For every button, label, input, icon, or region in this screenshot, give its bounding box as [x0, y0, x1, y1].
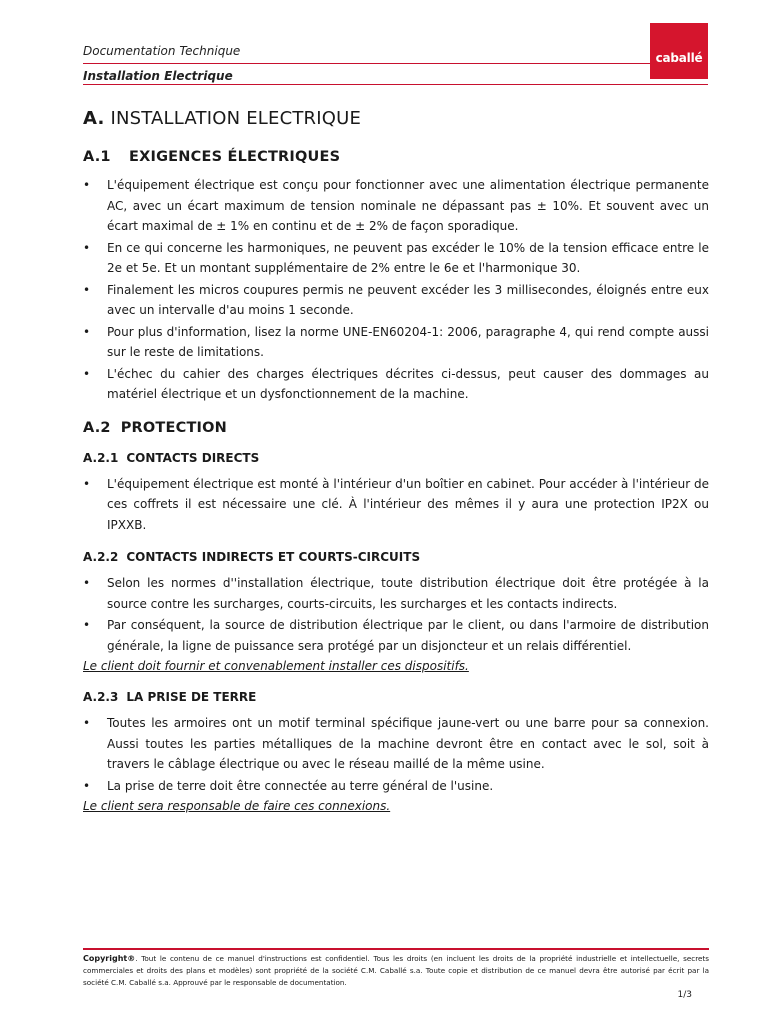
page-title-text: INSTALLATION ELECTRIQUE — [110, 108, 362, 129]
section-title: EXIGENCES ÉLECTRIQUES — [129, 149, 341, 165]
copyright-notice — [83, 953, 709, 989]
bullet-list — [83, 713, 709, 796]
bullet-icon: • — [83, 476, 91, 491]
bullet-icon: • — [83, 576, 91, 590]
page-footer — [83, 948, 709, 989]
bullet-list — [83, 474, 709, 536]
page-title — [83, 108, 709, 129]
bullet-icon: • — [83, 778, 91, 793]
bullet-list — [83, 175, 709, 405]
list-item — [83, 615, 709, 656]
copyright-text: . Tout le contenu de ce manuel d'instructions est confidentiel. Tous les droits (en incluent les droits de la propriété industrielle et intellectuelle, secrets commerciales et droits des plans et modèles) sont propriété de la société C.M. Caballé s.a. Toute copie et distribution de ce manuel devra être autorisé par écrit par la société C.M. Caballé s.a. Approuvé par le responsable de documentation. — [83, 954, 709, 987]
footer-divider — [83, 948, 709, 950]
list-item — [83, 474, 709, 536]
bullet-list — [83, 573, 709, 656]
section-number: A.2 — [83, 419, 111, 436]
list-item-text: En ce qui concerne les harmoniques, ne peuvent pas excéder le 10% de la tension efficace entre le 2e et 5e. Et un montant supplémentaire de 2% entre le 6e et l'harmonique 30. — [107, 240, 709, 275]
client-note: Le client sera responsable de faire ces connexions. — [83, 799, 391, 813]
list-item — [83, 776, 709, 797]
list-item-text: L'équipement électrique est monté à l'intérieur d'un boîtier en cabinet. Pour accéder à l'intérieur de ces coffrets il est nécessaire une clé. À l'intérieur des mêmes il y aura une protection IP2X ou IPXXB. — [107, 476, 709, 532]
subsection-number: A.2.1 — [83, 450, 119, 465]
brand-logo-text: caballé — [655, 51, 703, 65]
document-body — [83, 108, 709, 815]
bullet-icon: • — [83, 716, 91, 730]
list-item-text: La prise de terre doit être connectée au terre général de l'usine. — [107, 778, 494, 793]
bullet-icon: • — [83, 366, 91, 381]
subsection-title: CONTACTS INDIRECTS ET COURTS-CIRCUITS — [126, 550, 421, 564]
list-item-text: L'échec du cahier des charges électriques décrites ci-dessus, peut causer des dommages au matériel électrique et un dysfonctionnement de la machine. — [107, 366, 709, 401]
page-header — [83, 44, 708, 85]
section-number: A.1 — [83, 149, 111, 165]
list-item — [83, 175, 709, 237]
bullet-icon: • — [83, 618, 91, 632]
subsection-heading — [83, 451, 709, 465]
subsection-title: LA PRISE DE TERRE — [126, 690, 257, 704]
page-number: 1/3 — [677, 990, 692, 1000]
list-item-text: Pour plus d'information, lisez la norme UNE-EN60204-1: 2006, paragraphe 4, qui rend compte aussi sur le reste de limitations. — [107, 324, 709, 359]
list-item-text: Selon les normes d''installation électrique, toute distribution électrique doit être protégée à la source contre les surcharges, courts-circuits, les surcharges et les contacts indirects. — [107, 576, 709, 611]
section-title: PROTECTION — [120, 419, 228, 436]
subsection-number: A.2.2 — [83, 550, 119, 564]
header-doc-title: Installation Electrique — [83, 69, 233, 83]
brand-logo — [650, 23, 708, 79]
subsection-number: A.2.3 — [83, 690, 119, 704]
header-divider — [83, 84, 708, 85]
section-heading — [83, 420, 709, 436]
list-item — [83, 713, 709, 775]
client-note: Le client doit fournir et convenablement installer ces dispositifs. — [83, 659, 469, 673]
list-item-text: Finalement les micros coupures permis ne peuvent excéder les 3 millisecondes, éloignés entre eux avec un intervalle d'au moins 1 seconde. — [107, 282, 709, 317]
list-item-text: Par conséquent, la source de distribution électrique par le client, ou dans l'armoire de distribution générale, la ligne de puissance sera protégé par un disjoncteur et un relais différentiel. — [107, 618, 709, 653]
subsection-heading — [83, 690, 709, 704]
section-heading — [83, 149, 709, 165]
list-item-text: Toutes les armoires ont un motif terminal spécifique jaune-vert ou une barre pour sa connexion. Aussi toutes les parties métalliques de la machine devront être en contact avec le sol, soit à travers le câblage électrique ou avec le réseau maillé de la même usine. — [107, 716, 709, 771]
bullet-icon: • — [83, 282, 91, 297]
list-item-text: L'équipement électrique est conçu pour fonctionner avec une alimentation électrique permanente AC, avec un écart maximum de tension nominale ne dépassant pas ± 10%. Et souvent avec un écart maximal de ± 1% en continu et de ± 2% de façon sporadique. — [107, 178, 709, 233]
page-title-num: A. — [83, 108, 105, 129]
subsection-heading — [83, 550, 709, 564]
list-item — [83, 280, 709, 321]
list-item — [83, 364, 709, 405]
bullet-icon: • — [83, 178, 91, 192]
copyright-label: Copyright® — [83, 954, 136, 963]
bullet-icon: • — [83, 324, 91, 339]
list-item — [83, 322, 709, 363]
list-item — [83, 238, 709, 279]
bullet-icon: • — [83, 240, 91, 255]
header-divider — [83, 63, 708, 64]
header-doc-type: Documentation Technique — [83, 44, 241, 58]
list-item — [83, 573, 709, 614]
subsection-title: CONTACTS DIRECTS — [126, 450, 260, 465]
